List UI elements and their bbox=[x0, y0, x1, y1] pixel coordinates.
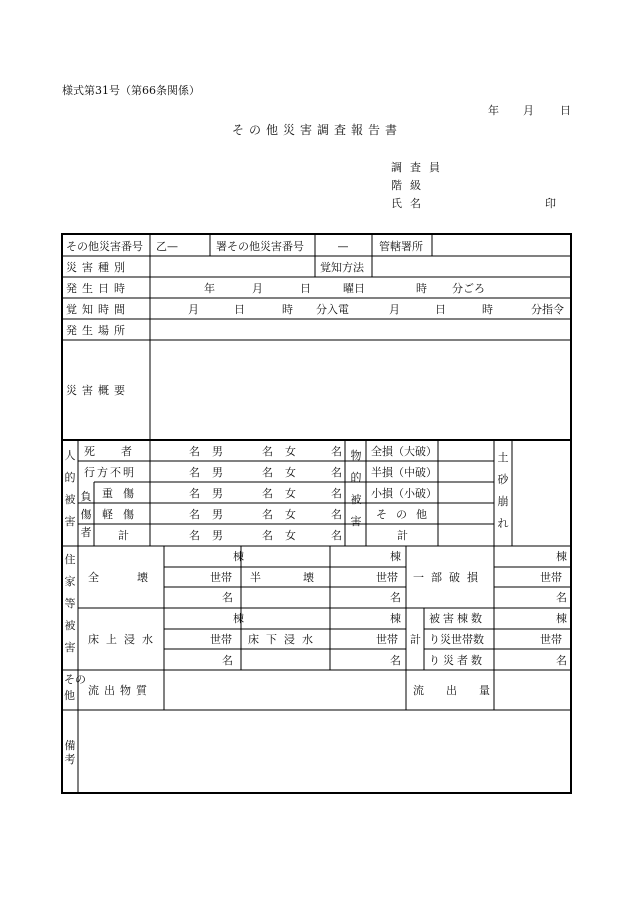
unit-label: 世帯 bbox=[210, 633, 232, 646]
seal-mark: 印 bbox=[545, 197, 556, 210]
date-year: 年 bbox=[488, 104, 499, 117]
human-damage-label: 的 bbox=[64, 471, 76, 484]
female-label: 女 bbox=[285, 529, 296, 542]
above-floor-flood-label: 床上浸水 bbox=[88, 633, 160, 646]
unit-label: 世帯 bbox=[210, 571, 232, 584]
awareness-unit: 分指令 bbox=[531, 303, 564, 316]
female-label: 女 bbox=[285, 466, 296, 479]
summary-label: 災害概要 bbox=[66, 384, 130, 397]
unit-name: 名 bbox=[189, 445, 200, 458]
other-label: その bbox=[64, 673, 86, 686]
female-label: 女 bbox=[285, 487, 296, 500]
occurrence-datetime-label: 発生日時 bbox=[66, 282, 130, 295]
disaster-number-value: 乙— bbox=[156, 240, 178, 253]
outflow-amount-label: 流出量 bbox=[413, 684, 512, 697]
awareness-time-label: 覚知時間 bbox=[66, 303, 130, 316]
remarks-label: 考 bbox=[64, 753, 76, 766]
investigator-label: 調査員 bbox=[391, 161, 448, 174]
unit-name: 名 bbox=[262, 529, 273, 542]
landslide-label: 崩 bbox=[497, 495, 509, 508]
remarks-label: 備 bbox=[64, 739, 76, 752]
unit-label: 棟 bbox=[390, 550, 401, 563]
male-label: 男 bbox=[212, 529, 223, 542]
unit-label: 名 bbox=[222, 591, 233, 604]
unit-label: 棟 bbox=[233, 612, 244, 625]
date-month: 月 bbox=[523, 104, 534, 117]
station-number-value: — bbox=[337, 240, 349, 253]
outflow-material-label: 流出物質 bbox=[88, 684, 152, 697]
occurrence-unit: 月 bbox=[252, 282, 263, 295]
physical-damage-label: 的 bbox=[350, 471, 362, 484]
form-labels bbox=[64, 239, 567, 766]
awareness-unit: 日 bbox=[435, 303, 446, 316]
awareness-unit: 時 bbox=[482, 303, 493, 316]
unit-name: 名 bbox=[189, 529, 200, 542]
occurrence-unit: 年 bbox=[204, 282, 215, 295]
physical-row-label: 計 bbox=[397, 529, 408, 542]
unit-label: 世帯 bbox=[540, 571, 562, 584]
unit-name: 名 bbox=[262, 508, 273, 521]
unit-name: 名 bbox=[331, 466, 342, 479]
awareness-unit: 時 bbox=[282, 303, 293, 316]
household-count-label: り災世帯数 bbox=[429, 633, 484, 646]
awareness-unit: 月 bbox=[188, 303, 199, 316]
human-damage-label: 人 bbox=[64, 449, 76, 462]
house-damage-label: 害 bbox=[64, 641, 76, 654]
unit-label: 名 bbox=[390, 654, 401, 667]
unit-name: 名 bbox=[262, 445, 273, 458]
unit-label: 世帯 bbox=[376, 571, 398, 584]
house-damage-label: 家 bbox=[64, 575, 76, 588]
unit-name: 名 bbox=[262, 466, 273, 479]
human-row-label: 計 bbox=[118, 529, 129, 542]
physical-damage-label: 害 bbox=[350, 515, 362, 528]
human-damage-label: 被 bbox=[64, 493, 76, 506]
victim-count-label: り災者数 bbox=[429, 654, 485, 667]
station-number-label: 署その他災害番号 bbox=[216, 240, 304, 253]
unit-label: 棟 bbox=[556, 612, 567, 625]
partial-damage-label: 一部破損 bbox=[413, 571, 485, 584]
half-destroyed-label: 半壊 bbox=[250, 571, 356, 584]
female-label: 女 bbox=[285, 508, 296, 521]
unit-name: 名 bbox=[262, 487, 273, 500]
injured-label: 負 bbox=[80, 490, 92, 503]
building-count-label: 被害棟数 bbox=[429, 612, 485, 625]
total-label: 計 bbox=[410, 633, 421, 646]
name-label: 氏名 bbox=[391, 197, 429, 210]
male-label: 男 bbox=[212, 487, 223, 500]
place-label: 発生場所 bbox=[66, 324, 130, 337]
disaster-number-label: その他災害番号 bbox=[66, 240, 143, 253]
occurrence-unit: 時 bbox=[416, 282, 427, 295]
injured-label: 傷 bbox=[80, 508, 92, 521]
house-damage-label: 等 bbox=[64, 597, 76, 610]
physical-row-label: 半損（中破） bbox=[371, 466, 437, 479]
detection-method-label: 覚知方法 bbox=[320, 261, 364, 274]
awareness-unit: 日 bbox=[234, 303, 245, 316]
male-label: 男 bbox=[212, 445, 223, 458]
unit-label: 世帯 bbox=[376, 633, 398, 646]
female-label: 女 bbox=[285, 445, 296, 458]
unit-label: 棟 bbox=[556, 550, 567, 563]
physical-damage-label: 被 bbox=[350, 493, 362, 506]
unit-name: 名 bbox=[189, 466, 200, 479]
below-floor-flood-label: 床下浸水 bbox=[248, 633, 320, 646]
unit-name: 名 bbox=[331, 445, 342, 458]
unit-label: 名 bbox=[556, 591, 567, 604]
male-label: 男 bbox=[212, 466, 223, 479]
landslide-label: 土 bbox=[497, 451, 509, 464]
unit-label: 世帯 bbox=[540, 633, 562, 646]
unit-name: 名 bbox=[331, 487, 342, 500]
physical-row-label: 小損（小破） bbox=[371, 487, 437, 500]
destroyed-label: 全壊 bbox=[88, 571, 186, 584]
jurisdiction-label: 管轄署所 bbox=[379, 240, 423, 253]
unit-label: 名 bbox=[556, 654, 567, 667]
landslide-label: 砂 bbox=[497, 473, 509, 486]
form-border bbox=[62, 234, 571, 793]
landslide-label: れ bbox=[497, 517, 509, 530]
injured-label: 者 bbox=[80, 526, 92, 539]
date-day: 日 bbox=[560, 104, 571, 117]
human-row-label: 行方不明 bbox=[84, 466, 136, 479]
human-damage-label: 害 bbox=[64, 515, 76, 528]
occurrence-unit: 曜日 bbox=[343, 282, 365, 295]
unit-name: 名 bbox=[331, 508, 342, 521]
unit-label: 棟 bbox=[233, 550, 244, 563]
human-row-label: 死者 bbox=[84, 445, 158, 458]
form-grid-lines bbox=[62, 234, 571, 793]
house-damage-label: 住 bbox=[64, 553, 76, 566]
unit-label: 名 bbox=[390, 591, 401, 604]
human-row-label: 軽傷 bbox=[102, 508, 144, 521]
awareness-unit: 月 bbox=[389, 303, 400, 316]
human-row-label: 重傷 bbox=[102, 487, 144, 500]
unit-name: 名 bbox=[189, 487, 200, 500]
house-damage-label: 被 bbox=[64, 619, 76, 632]
physical-row-label: その他 bbox=[376, 508, 436, 521]
disaster-type-label: 災害種別 bbox=[66, 261, 130, 274]
other-label: 他 bbox=[64, 689, 75, 702]
rank-label: 階級 bbox=[391, 179, 429, 192]
male-label: 男 bbox=[212, 508, 223, 521]
awareness-unit: 分入電 bbox=[316, 303, 349, 316]
unit-name: 名 bbox=[331, 529, 342, 542]
unit-label: 棟 bbox=[390, 612, 401, 625]
unit-label: 名 bbox=[222, 654, 233, 667]
occurrence-unit: 日 bbox=[300, 282, 311, 295]
occurrence-unit: 分ごろ bbox=[452, 282, 485, 295]
physical-row-label: 全損（大破） bbox=[371, 445, 437, 458]
page-title: その他災害調査報告書 bbox=[232, 123, 403, 137]
physical-damage-label: 物 bbox=[350, 449, 362, 462]
unit-name: 名 bbox=[189, 508, 200, 521]
form-number: 様式第31号（第66条関係） bbox=[62, 84, 200, 97]
